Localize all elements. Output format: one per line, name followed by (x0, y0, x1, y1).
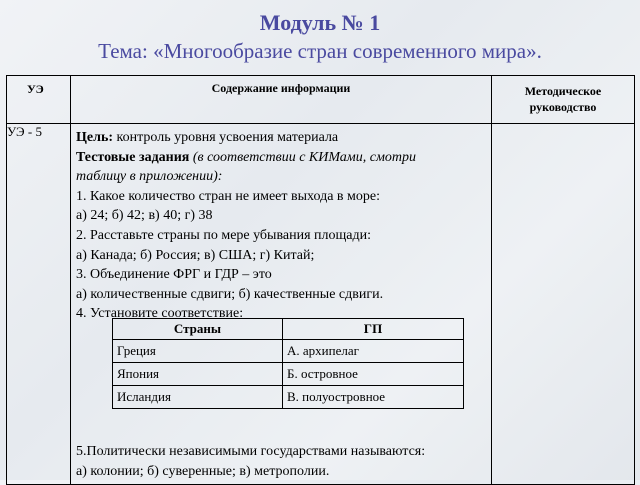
table-row (7, 124, 635, 485)
match-table-wrap (71, 316, 491, 442)
question-3-answers: а) количественные сдвиги; б) качественные сдвиги. (76, 286, 384, 302)
goal-text: контроль уровня усвоения материала (113, 130, 339, 145)
slide-subtitle: Тема: «Многообразие стран современного мира». (98, 39, 542, 63)
question-3: 3. Объединение ФРГ и ГДР – это (76, 267, 272, 283)
table-row (113, 385, 464, 408)
match-position: А. архипелаг (283, 339, 464, 362)
table-row (113, 362, 464, 385)
guidance-cell (492, 124, 635, 485)
goal-line (76, 128, 485, 148)
match-header-row (113, 318, 464, 339)
tasks-line (76, 148, 485, 168)
header-content: Содержание информации (71, 76, 492, 124)
slide-title: Модуль № 1 (259, 10, 381, 35)
module-table (6, 75, 635, 485)
tasks-note-2: таблицу в приложении): (76, 169, 223, 185)
match-country: Исландия (113, 385, 283, 408)
match-country: Греция (113, 339, 283, 362)
question-4: 4. Установите соответствие: (76, 306, 244, 322)
match-country: Япония (113, 362, 283, 385)
question-1: 1. Какое количество стран не имеет выхода в море: (76, 188, 380, 204)
question-5: 5.Политически независимыми государствами называются: (76, 443, 426, 459)
match-header-countries: Страны (113, 318, 283, 339)
content-cell (71, 124, 492, 485)
goal-label: Цель: (76, 130, 114, 145)
tasks-note: (в соответствии с КИМами, смотри (189, 149, 416, 165)
match-position: В. полуостровное (283, 385, 464, 408)
match-table (112, 318, 464, 409)
ue-label: УЭ - 5 (7, 124, 71, 485)
question-2-answers: а) Канада; б) Россия; в) США; г) Китай; (76, 247, 315, 263)
question-2: 2. Расставьте страны по мере убывания площади: (76, 227, 372, 243)
question-5-answers: а) колонии; б) суверенные; в) метрополии. (76, 463, 330, 479)
match-position: Б. островное (283, 362, 464, 385)
tasks-label: Тестовые задания (76, 149, 190, 165)
match-header-gp: ГП (283, 318, 464, 339)
table-row (113, 339, 464, 362)
header-ue: УЭ (7, 76, 71, 124)
table-header-row (7, 76, 635, 124)
question-1-answers: а) 24; б) 42; в) 40; г) 38 (76, 208, 213, 224)
header-guidance: Методическое руководство (492, 76, 635, 124)
